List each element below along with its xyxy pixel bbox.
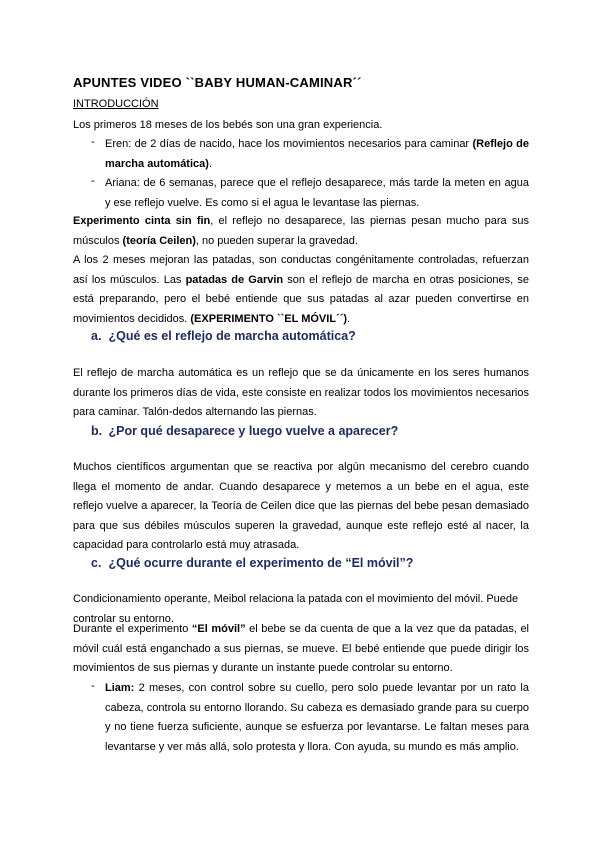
paragraph-cinta-bold2: (teoría Ceilen) (122, 234, 196, 247)
bullet-dash: - (91, 136, 95, 148)
paragraph-patadas-text2: son el reflejo de marcha en otras posiciones, se está preparando, pero el bebé entiende que sus patadas al azar pueden convertirse en movimientos decididos. (73, 273, 529, 325)
paragraph-cinta (73, 212, 529, 251)
question-b-heading (91, 424, 398, 438)
answer-c-movil-text1: Durante el experimento (73, 623, 192, 635)
bullet-ariana: Ariana: de 6 semanas, parece que el reflejo desaparece, más tarde la meten en agua y ese reflejo vuelve. Es como si el agua le levantase las piernas. (105, 177, 529, 209)
paragraph-patadas (73, 251, 529, 329)
document-title: APUNTES VIDEO ``BABY HUMAN-CAMINAR´´ (73, 75, 362, 90)
question-b-text: ¿Por qué desaparece y luego vuelve a aparecer? (108, 424, 399, 438)
question-c-text: ¿Qué ocurre durante el experimento de “El móvil”? (108, 556, 414, 570)
question-a-label: a. (91, 329, 102, 343)
paragraph-patadas-bold2: (EXPERIMENTO ``EL MÓVIL´´) (190, 312, 348, 325)
paragraph-patadas-text1: A los 2 meses mejoran las patadas, son conductas congénitamente controladas, refuerzan así los músculos. Las (73, 254, 529, 286)
answer-c-movil-bold: “El móvil” (191, 623, 246, 635)
bullet-eren-after: . (208, 157, 212, 170)
bullet-eren-text: Eren: de 2 días de nacido, hace los movimientos necesarios para caminar (105, 138, 473, 150)
bullet-dash: - (91, 175, 95, 187)
bullet-liam-text: 2 meses, con control sobre su cuello, pero solo puede levantar por un rato la cabeza, controla su entorno llorando. Su cabeza es demasiado grande para su cuerpo y no tiene fuerza suficiente, aunque se esfuerza por levantarse. Le faltan meses para levantarse y ver más allá, solo protesta y llora. Con ayuda, su mundo es más amplio. (105, 682, 529, 753)
question-c-heading (91, 556, 413, 570)
question-b-label: b. (91, 424, 103, 438)
intro-heading: INTRODUCCIÓN (73, 98, 159, 110)
bullet-liam-bold: Liam: (105, 682, 135, 694)
answer-c-movil (73, 620, 529, 679)
paragraph-cinta-bold1: Experimento cinta sin fin (73, 215, 211, 227)
bullet-eren (105, 135, 529, 174)
paragraph-cinta-text1: , el reflejo no desaparece, las piernas pesan mucho para sus músculos (73, 215, 529, 247)
bullet-liam (105, 679, 529, 757)
question-a-text: ¿Qué es el reflejo de marcha automática? (108, 329, 356, 343)
answer-c-movil-text2: el bebe se da cuenta de que a la vez que da patadas, el móvil cuál está enganchado a sus piernas, se mueve. El bebé entiende que puede dirigir los movimientos de sus piernas y durante un instante puede controlar su entorno. (73, 623, 530, 674)
bullet-dash: - (91, 680, 95, 692)
question-c-label: c. (91, 556, 102, 570)
answer-a: El reflejo de marcha automática es un reflejo que se da únicamente en los seres humanos durante los primeros días de vida, este consiste en realizar todos los movimientos necesarios para caminar. Talón-dedos alternando las piernas. (73, 367, 529, 418)
paragraph-cinta-text2: , no pueden superar la gravedad. (195, 234, 358, 247)
question-a-heading (91, 329, 356, 343)
intro-lead: Los primeros 18 meses de los bebés son una gran experiencia. (73, 119, 383, 131)
answer-b: Muchos científicos argumentan que se reactiva por algún mecanismo del cerebro cuando llega el momento de andar. Cuando desaparece y metemos a un bebe en el agua, este reflejo vuelve a aparecer, la Teoría de Ceilen dice que las piernas del bebe pesan demasiado para que sus débiles músculos superen la gravedad, aunque este reflejo esté al nacer, la capacidad para controlarlo está muy atrasada. (73, 461, 529, 551)
answer-c-intro: Condicionamiento operante, Meibol relaciona la patada con el movimiento del móvil. Puede controlar su entorno. (73, 593, 519, 625)
bullet-eren-bold: (Reflejo de marcha automática) (105, 138, 530, 170)
paragraph-patadas-bold1: patadas de Garvin (185, 273, 284, 286)
paragraph-patadas-text3: . (347, 312, 351, 325)
